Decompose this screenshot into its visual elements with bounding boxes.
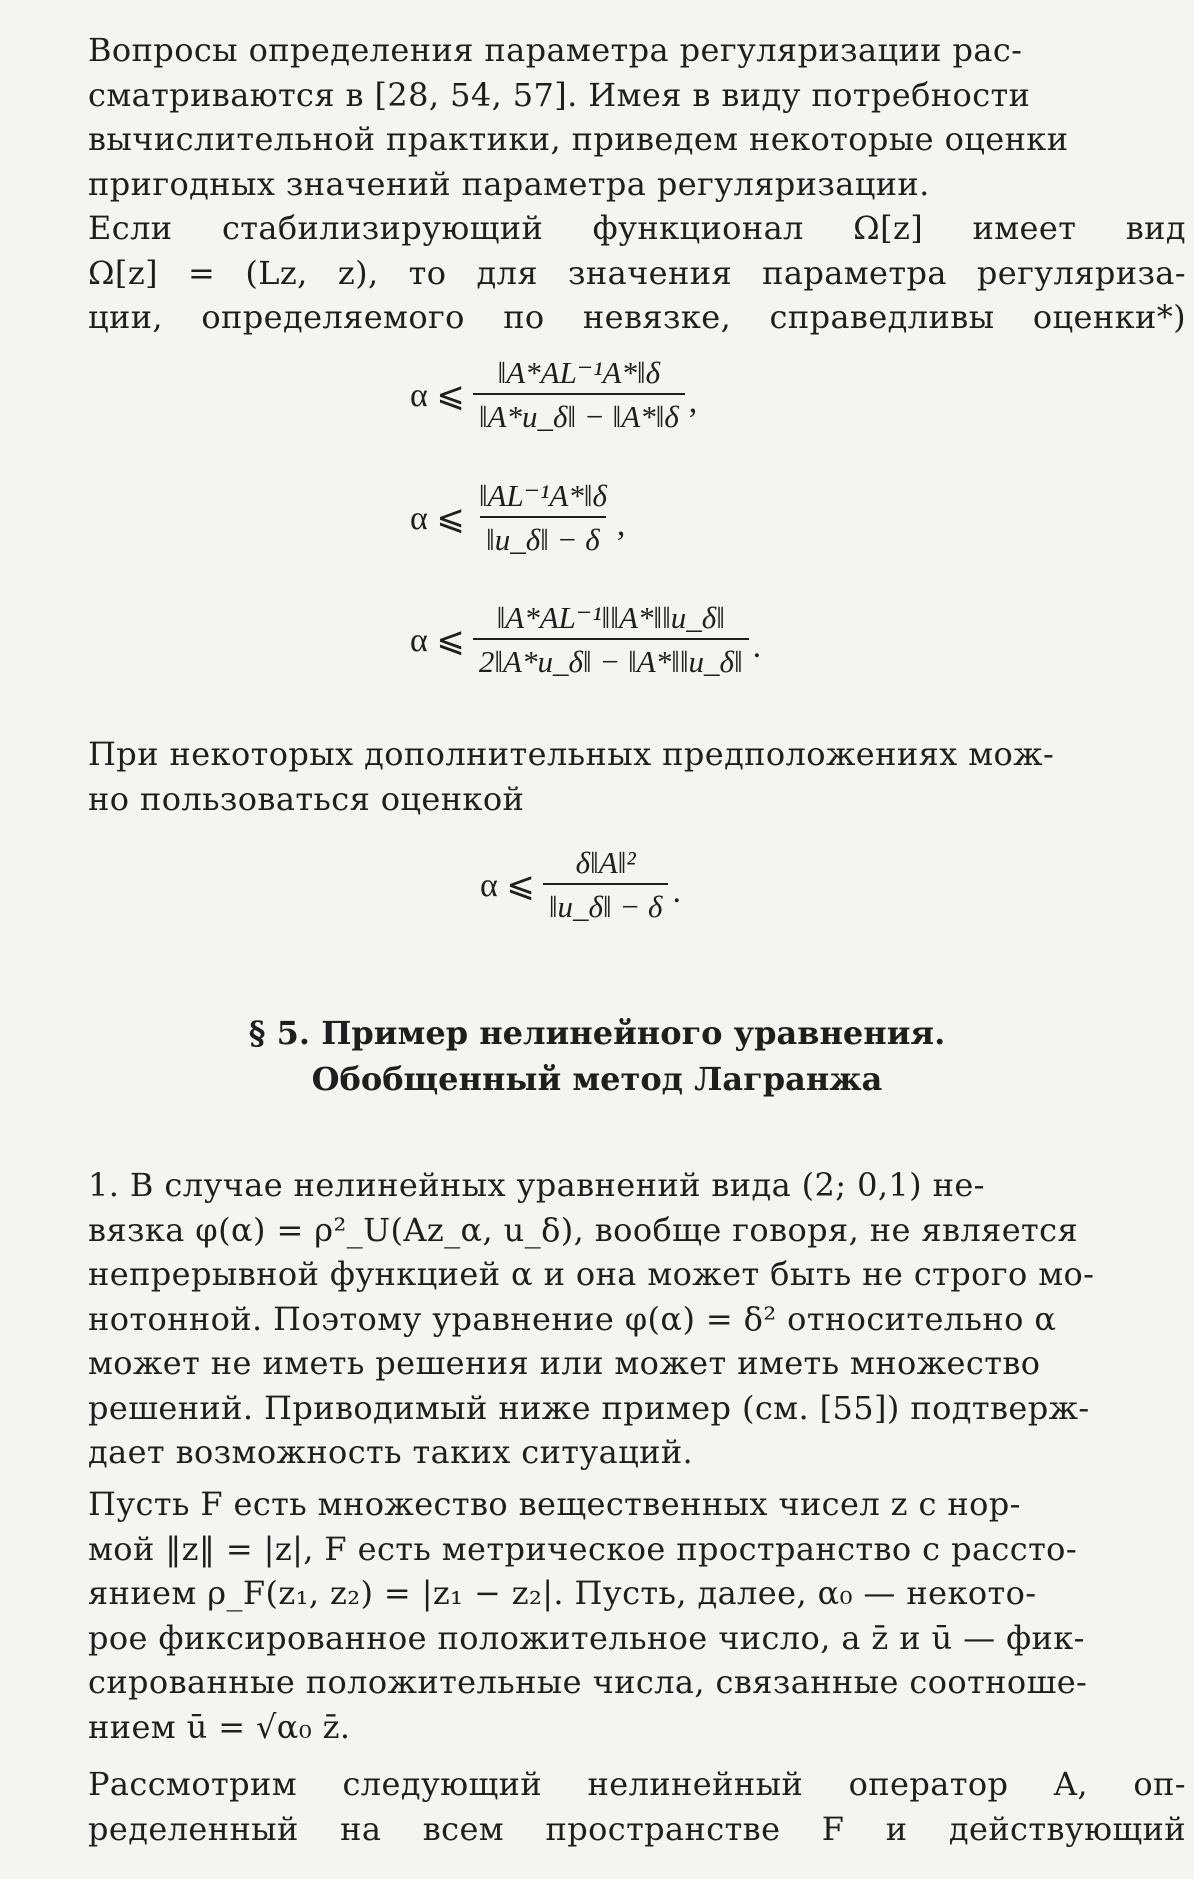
- text-line: вычислительной практики, приведем некоторые оценки: [88, 120, 1069, 158]
- text-line: Рассмотрим следующий нелинейный оператор A, оп-: [88, 1765, 1186, 1803]
- text-line: сматриваются в [28, 54, 57]. Имея в виду потребности: [88, 75, 1031, 114]
- text-line: нотонной. Поэтому уравнение φ(α) = δ² относительно α: [88, 1299, 1057, 1338]
- fraction-numerator: ‖AL⁻¹A*‖δ: [478, 478, 607, 513]
- text-line: сированные положительные числа, связанные соотноше-: [88, 1663, 1088, 1701]
- formula-punctuation: .: [752, 628, 762, 665]
- text-line: Пусть F есть множество вещественных чисел z с нор-: [88, 1485, 1021, 1523]
- text-line: 1. В случае нелинейных уравнений вида (2; 0,1) не-: [88, 1166, 985, 1204]
- section-heading: [0, 1010, 1194, 1102]
- fraction-denominator: 2‖A*u_δ‖ − ‖A*‖‖u_δ‖: [473, 638, 749, 680]
- fraction-numerator: ‖A*AL⁻¹‖‖A*‖‖u_δ‖: [496, 600, 725, 635]
- text-line: рое фиксированное положительное число, а z̄ и ū — фик-: [88, 1618, 1085, 1657]
- fraction: [543, 845, 669, 925]
- text-line: Ω[z] = (Lz, z), то для значения параметра регуляриза-: [88, 253, 1186, 292]
- estimate-formula-3: [410, 600, 761, 680]
- text-line: ции, определяемого по невязке, справедливы оценки*): [88, 298, 1186, 336]
- fraction-denominator: ‖u_δ‖ − δ: [480, 516, 606, 558]
- formula-lhs: α ⩽: [480, 867, 535, 904]
- fraction: [473, 355, 685, 435]
- fraction-denominator: ‖u_δ‖ − δ: [543, 883, 669, 925]
- fraction: [473, 600, 749, 680]
- text-line: дает возможность таких ситуаций.: [88, 1433, 694, 1471]
- text-line: пригодных значений параметра регуляризации.: [88, 164, 930, 203]
- paragraph-additional: [88, 732, 1186, 821]
- formula-punctuation: ,: [616, 506, 626, 543]
- section-title-line-2: Обобщенный метод Лагранжа: [311, 1060, 883, 1098]
- paragraph-operator: [88, 1762, 1186, 1851]
- estimate-formula-2: [410, 478, 625, 558]
- text-line: Если стабилизирующий функционал Ω[z] имеет вид: [88, 209, 1186, 247]
- text-line: непрерывной функцией α и она может быть не строго мо-: [88, 1255, 1095, 1293]
- paragraph-stabilizer: [88, 206, 1186, 340]
- formula-lhs: α ⩽: [410, 500, 465, 537]
- text-line: янием ρ_F(z₁, z₂) = |z₁ − z₂|. Пусть, далее, α₀ — некото-: [88, 1574, 1037, 1612]
- text-line: Вопросы определения параметра регуляризации рас-: [88, 31, 1023, 69]
- paragraph-point-1: [88, 1163, 1186, 1475]
- text-line: мой ‖z‖ = |z|, F есть метрическое пространство с рассто-: [88, 1529, 1078, 1568]
- text-line: решений. Приводимый ниже пример (см. [55]) подтверж-: [88, 1388, 1090, 1427]
- text-line: ределенный на всем пространстве F и действующий: [88, 1809, 1186, 1848]
- formula-punctuation: .: [672, 873, 681, 910]
- section-title-line-1: § 5. Пример нелинейного уравнения.: [248, 1014, 946, 1052]
- fraction-numerator: δ‖A‖²: [575, 845, 636, 880]
- text-line: нием ū = √α₀ z̄.: [88, 1707, 351, 1746]
- paragraph-example: [88, 1482, 1186, 1749]
- text-line: вязка φ(α) = ρ²_U(Az_α, u_δ), вообще говоря, не является: [88, 1210, 1079, 1249]
- estimate-formula-1: [410, 355, 697, 435]
- paragraph-intro: [88, 28, 1186, 206]
- formula-punctuation: ,: [688, 383, 698, 420]
- text-line: При некоторых дополнительных предположениях мож-: [88, 735, 1055, 773]
- fraction-numerator: ‖A*AL⁻¹A*‖δ: [497, 355, 661, 390]
- formula-lhs: α ⩽: [410, 377, 465, 414]
- fraction: [473, 478, 613, 558]
- text-line: может не иметь решения или может иметь множество: [88, 1344, 1041, 1382]
- text-line: но пользоваться оценкой: [88, 779, 525, 818]
- fraction-denominator: ‖A*u_δ‖ − ‖A*‖δ: [473, 393, 685, 435]
- formula-lhs: α ⩽: [410, 622, 465, 659]
- estimate-formula-4: [480, 845, 681, 925]
